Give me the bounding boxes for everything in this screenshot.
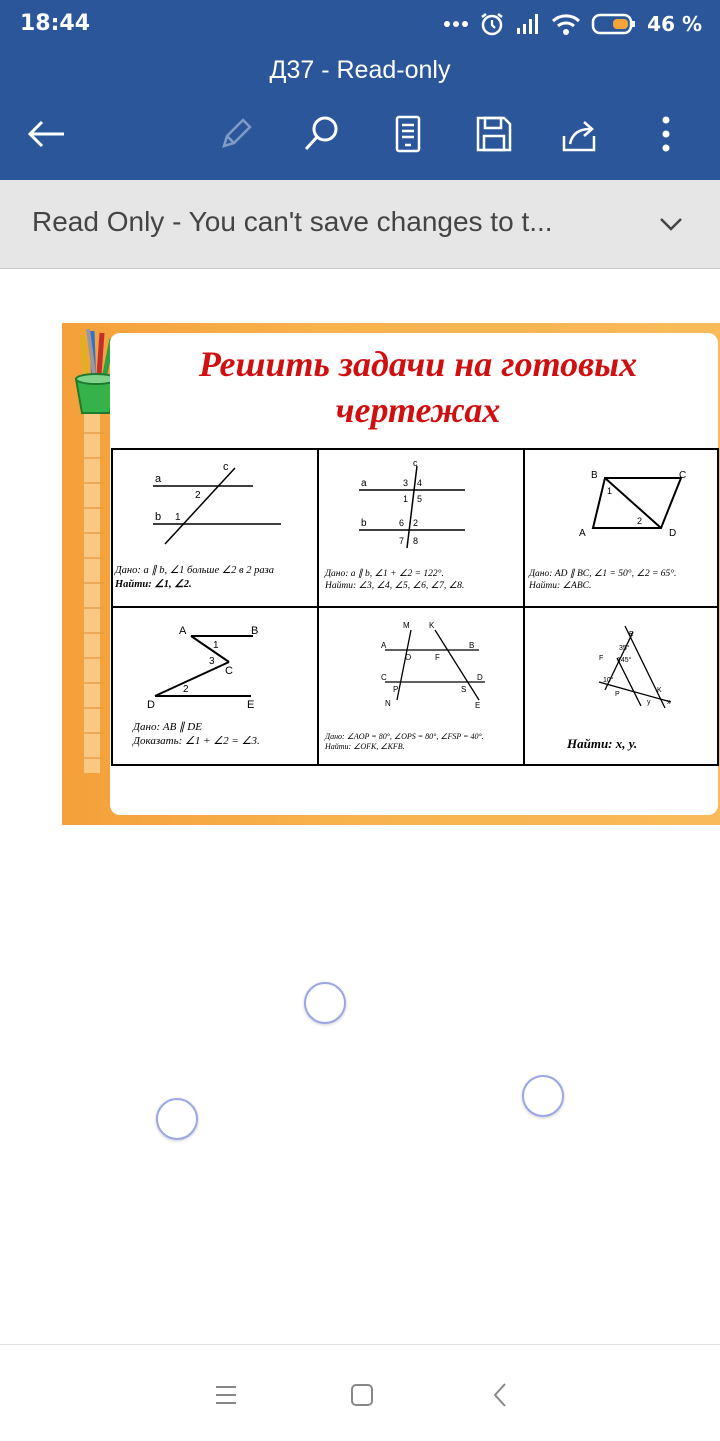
alarm-icon <box>479 11 505 37</box>
share-icon <box>560 114 600 154</box>
label-3: 3 <box>403 478 409 488</box>
save-icon <box>474 114 514 154</box>
selection-handle[interactable] <box>156 1098 198 1140</box>
battery-icon <box>591 12 637 36</box>
label-6: 6 <box>399 518 405 528</box>
share-button[interactable] <box>554 108 606 160</box>
problem-cell-5 <box>319 608 523 766</box>
label-P: P <box>615 691 620 698</box>
document-title: Д37 - Read-only <box>269 56 451 84</box>
back-nav-button[interactable] <box>480 1375 520 1415</box>
problem-cell-1 <box>113 450 317 606</box>
slide-title-line1: Решить задачи на готовых <box>198 344 638 384</box>
label-D: D <box>147 699 155 711</box>
battery-percent: 46 % <box>647 12 702 36</box>
label-F: F <box>435 653 440 662</box>
label-E: E <box>247 699 255 711</box>
label-2: 2 <box>183 684 189 695</box>
slide-image <box>62 323 720 825</box>
label-4: 4 <box>417 478 423 488</box>
back-button[interactable] <box>20 108 72 160</box>
problem-6-find: Найти: x, y. <box>567 736 638 751</box>
problem-4-given: Дано: AB ∥ DE <box>133 721 202 733</box>
problem-1-find: Найти: ∠1, ∠2. <box>115 579 192 590</box>
problem-cell-3 <box>525 450 719 606</box>
label-7: 7 <box>399 536 405 546</box>
problem-1-diagram <box>113 450 317 562</box>
problems-table <box>111 448 719 766</box>
label-B: B <box>251 625 259 637</box>
label-K: K <box>657 687 662 694</box>
label-C: C <box>225 665 233 677</box>
label-angle-2: 2 <box>195 490 201 501</box>
chevron-down-icon[interactable] <box>658 206 684 242</box>
label-C: C <box>679 470 687 481</box>
label-P: P <box>393 685 399 694</box>
label-1: 1 <box>403 494 409 504</box>
label-A: A <box>179 625 187 637</box>
edit-button[interactable] <box>210 108 262 160</box>
search-icon <box>302 114 342 154</box>
slide-title-line2: чертежах <box>335 390 501 430</box>
problem-cell-4 <box>113 608 317 766</box>
problem-5-given: Дано: ∠AOP = 80°, ∠OPS = 80°, ∠FSP = 40°. <box>325 732 484 741</box>
label-M: M <box>403 621 410 630</box>
app-bar <box>0 48 720 180</box>
label-b: b <box>155 511 162 523</box>
problem-4-diagram <box>113 608 317 720</box>
status-icons <box>443 8 702 40</box>
save-button[interactable] <box>468 108 520 160</box>
label-a: a <box>361 478 367 489</box>
problem-6-diagram <box>525 608 719 720</box>
problem-cell-6 <box>525 608 719 766</box>
label-c: c <box>413 458 418 468</box>
label-y: y <box>647 699 651 706</box>
more-options-button[interactable] <box>640 108 692 160</box>
system-nav-bar <box>0 1344 720 1441</box>
label-145: 145° <box>617 657 632 664</box>
label-E: E <box>475 701 481 710</box>
label-N: N <box>385 699 391 708</box>
label-3: 3 <box>209 656 215 667</box>
label-1: 1 <box>607 486 613 496</box>
label-x: x <box>667 699 671 706</box>
label-5: 5 <box>417 494 423 504</box>
label-1: 1 <box>213 640 219 651</box>
label-O: O <box>405 653 412 662</box>
label-A: A <box>381 641 387 650</box>
problem-3-diagram <box>525 450 719 562</box>
label-c: c <box>223 461 229 473</box>
label-C: C <box>381 673 387 682</box>
label-b: b <box>361 518 367 529</box>
search-button[interactable] <box>296 108 348 160</box>
problem-2-find: Найти: ∠3, ∠4, ∠5, ∠6, ∠7, ∠8. <box>325 581 465 591</box>
label-angle-1: 1 <box>175 512 181 523</box>
back-icon <box>492 1382 508 1408</box>
problem-4-prove: Доказать: ∠1 + ∠2 = ∠3. <box>133 735 260 747</box>
problem-2-diagram <box>319 450 523 562</box>
ruler-decoration <box>74 413 110 773</box>
problem-cell-2 <box>319 450 523 606</box>
label-8: 8 <box>413 536 419 546</box>
menu-icon <box>214 1384 238 1406</box>
wifi-icon <box>551 12 581 36</box>
label-35: 35° <box>619 645 630 652</box>
label-10: 10° <box>603 677 614 684</box>
more-options-icon <box>660 114 672 154</box>
problem-3-find: Найти: ∠ABC. <box>529 581 592 591</box>
label-K: K <box>429 621 435 630</box>
status-bar <box>0 0 720 48</box>
problem-5-diagram <box>319 608 523 730</box>
edit-pencil-icon <box>216 114 256 154</box>
selection-handle[interactable] <box>522 1075 564 1117</box>
problem-3-given: Дано: AD ∥ BC, ∠1 = 50°, ∠2 = 65°. <box>529 569 677 579</box>
home-button[interactable] <box>342 1375 382 1415</box>
problem-5-find: Найти: ∠OFK, ∠KFB. <box>325 742 405 751</box>
label-A: A <box>579 528 586 539</box>
label-E: E <box>629 631 634 638</box>
back-arrow-icon <box>26 119 66 149</box>
problem-2-given: Дано: a ∥ b, ∠1 + ∠2 = 122°. <box>325 569 444 579</box>
label-a: a <box>155 473 162 485</box>
label-D: D <box>477 673 483 682</box>
home-icon <box>350 1383 374 1407</box>
label-2: 2 <box>637 516 643 526</box>
dots-icon <box>443 19 469 29</box>
label-S: S <box>461 685 467 694</box>
label-2: 2 <box>413 518 419 528</box>
label-B: B <box>591 470 598 481</box>
reading-view-icon <box>393 114 423 154</box>
menu-button[interactable] <box>206 1375 246 1415</box>
signal-icon <box>515 12 541 36</box>
read-only-notice-text: Read Only - You can't save changes to t... <box>32 206 553 237</box>
label-B: B <box>469 641 475 650</box>
selection-handle[interactable] <box>304 982 346 1024</box>
problem-1-given: Дано: a ∥ b, ∠1 больше ∠2 в 2 раза <box>115 565 274 576</box>
read-only-notice[interactable] <box>0 180 720 269</box>
slide-title <box>138 341 698 433</box>
status-time: 18:44 <box>20 11 91 36</box>
reading-view-button[interactable] <box>382 108 434 160</box>
label-D: D <box>669 528 677 539</box>
label-F: F <box>599 655 604 662</box>
